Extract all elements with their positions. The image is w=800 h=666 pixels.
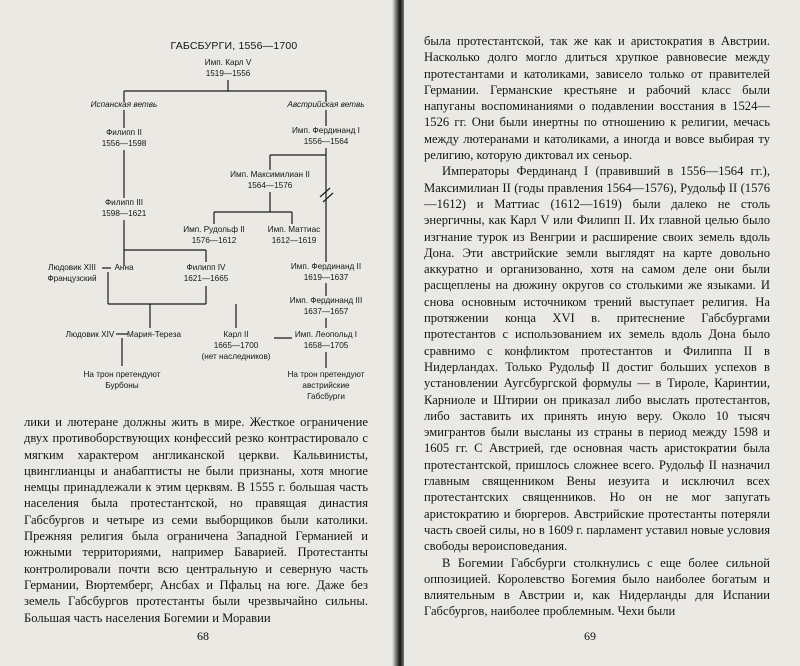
- node-maximilian-ii: Имп. Максимилиан II: [230, 170, 310, 179]
- node-philip-iii: Филипп III: [104, 198, 144, 207]
- paragraph: В Богемии Габсбурги столкнулись с еще более сильной оппозицией. Королевство Богемия было наиболее богатым и влиятельным в Австрии и, как Нидерланды для Испании Габсбургов, наиболее проблемным. Чехи были: [424, 555, 770, 619]
- node-matthias: Имп. Маттиас: [267, 225, 321, 234]
- node-anna: Анна: [114, 263, 134, 272]
- claim-bourbons-line2: Бурбоны: [105, 381, 139, 390]
- node-philip-ii-years: 1556—1598: [101, 139, 147, 148]
- paragraph: Императоры Фердинанд I (правивший в 1556—1564 гг.), Максимилиан II (годы правления 1564—1576), Рудольф II (1576—1612) и Маттиас (1612—1619) были далеко не столь энергичны, как Карл V или Филипп II. Их главной целью было изгнание турок из Венгрии и расширение своих земель вдоль Дона. Эти австрийские земли выглядят на карте довольно аккуратно и организованно, хотя на самом деле они были расщеплены на дюжину округов со столькими же языками. И снова основным источником трений выступает религия. На протяжении конца XVI в. притеснение Габсбургами протестантов с использованием их земель вдоль Дона было сравнимо с конфликтом протестантов и Филиппа II в Нидерландах. Только Рудольф II достиг больших успехов в установлении Аугсбургской формулы — в Тироле, Каринтии, Карниоле и Штирии он приказал либо выслать протестантов, либо заставить их принять иную веру. Около 10 тысяч эмигрантов были высланы из страны в период между 1598 и 1605 гг. С Австрией, где основная часть аристократии была протестантской, пришлось сложнее всего. Рудольф II назначил главным священником Вены иезуита и исключил всех протестантских священников. Но он не мог запугать аристократию и бюргеров. Австрийские протестанты потеряли часть своей силы, но в 1609 г. парламент уставил новые условия свободы вероисповедания.: [424, 164, 770, 554]
- right-body-text: [424, 33, 770, 620]
- node-karl-ii-note: (нет наследников): [201, 352, 271, 361]
- node-ferdinand-ii-years: 1619—1637: [303, 273, 349, 282]
- tree-title: ГАБСБУРГИ, 1556—1700: [170, 40, 298, 52]
- node-philip-iii-years: 1598—1621: [101, 209, 147, 218]
- node-ferdinand-iii: Имп. Фердинанд III: [289, 296, 363, 305]
- node-philip-ii: Филипп II: [106, 128, 142, 137]
- page-number: 69: [584, 629, 596, 643]
- node-ferdinand-i-years: 1556—1564: [303, 137, 349, 146]
- node-karl-ii: Карл II: [223, 330, 249, 339]
- left-body-text: [24, 414, 368, 626]
- node-philip-iv: Филипп IV: [186, 263, 226, 272]
- claim-austria-line3: Габсбурги: [307, 392, 345, 401]
- node-rudolf-ii-years: 1576—1612: [191, 236, 237, 245]
- family-tree: [0, 0, 396, 410]
- claim-bourbons-line1: На трон претендуют: [83, 370, 161, 379]
- node-louis-xiv: Людовик XIV: [65, 330, 115, 339]
- node-karl-ii-years: 1665—1700: [213, 341, 259, 350]
- page-number: 68: [197, 629, 209, 643]
- node-philip-iv-years: 1621—1665: [183, 274, 229, 283]
- node-louis-xiii: Людовик XIII: [48, 263, 96, 272]
- claim-austria-line1: На трон претендуют: [287, 370, 365, 379]
- node-karl-v-years: 1519—1556: [205, 69, 251, 78]
- paragraph: была протестантской, так же как и аристократия в Австрии. Насколько долго могло длиться хрупкое равновесие между протестантами и католиками, зависело только от правителей Германии. Германские крестьяне и рабочий класс были напуганы воспоминаниями о подавлении восстания в 1524—1526 гг. Они были инертны по отношению к религии, мечась между лютеранами и католиками, а иногда и вовсе выбирая ту религию, которую диктовал их сеньор.: [424, 34, 770, 163]
- left-page: [0, 0, 396, 666]
- paragraph: лики и лютеране должны жить в мире. Жесткое ограничение двух противоборствующих конфессий резко контрастировало с мягким характером англиканской церкви. Кальвинисты, цвинглианцы и анабаптисты не были признаны, хотя многие немцы принадлежали к этим церквям. В 1555 г. большая часть населения была протестантской, но правящая династия Габсбургов и четыре из семи выборщиков были католики. Прежняя религия была ограничена Западной Германией и южными территориями, например Баварией. Протестанты контролировали почти всю центральную и северную часть Германии, Вюртемберг, Ансбах и Пфальц на юге. Даже без земель Габсбургов протестанты были чрезвычайно сильны. Большая часть населения Богемии и Моравии: [24, 415, 368, 625]
- label-spanish-branch: Испанская ветвь: [90, 100, 158, 109]
- node-leopold-i: Имп. Леопольд I: [294, 330, 358, 339]
- claim-austria-line2: австрийские: [302, 381, 350, 390]
- node-ferdinand-ii: Имп. Фердинанд II: [290, 262, 362, 271]
- node-leopold-i-years: 1658—1705: [303, 341, 349, 350]
- node-louis-xiii-title: Французский: [47, 274, 97, 283]
- label-austrian-branch: Австрийская ветвь: [287, 100, 365, 109]
- node-ferdinand-iii-years: 1637—1657: [303, 307, 349, 316]
- node-karl-v: Имп. Карл V: [204, 58, 252, 67]
- right-page: [404, 0, 800, 666]
- node-maximilian-ii-years: 1564—1576: [247, 181, 293, 190]
- node-matthias-years: 1612—1619: [271, 236, 317, 245]
- node-ferdinand-i: Имп. Фердинанд I: [292, 126, 360, 135]
- node-maria-theresa: Мария-Тереза: [126, 330, 182, 339]
- node-rudolf-ii: Имп. Рудольф II: [183, 225, 245, 234]
